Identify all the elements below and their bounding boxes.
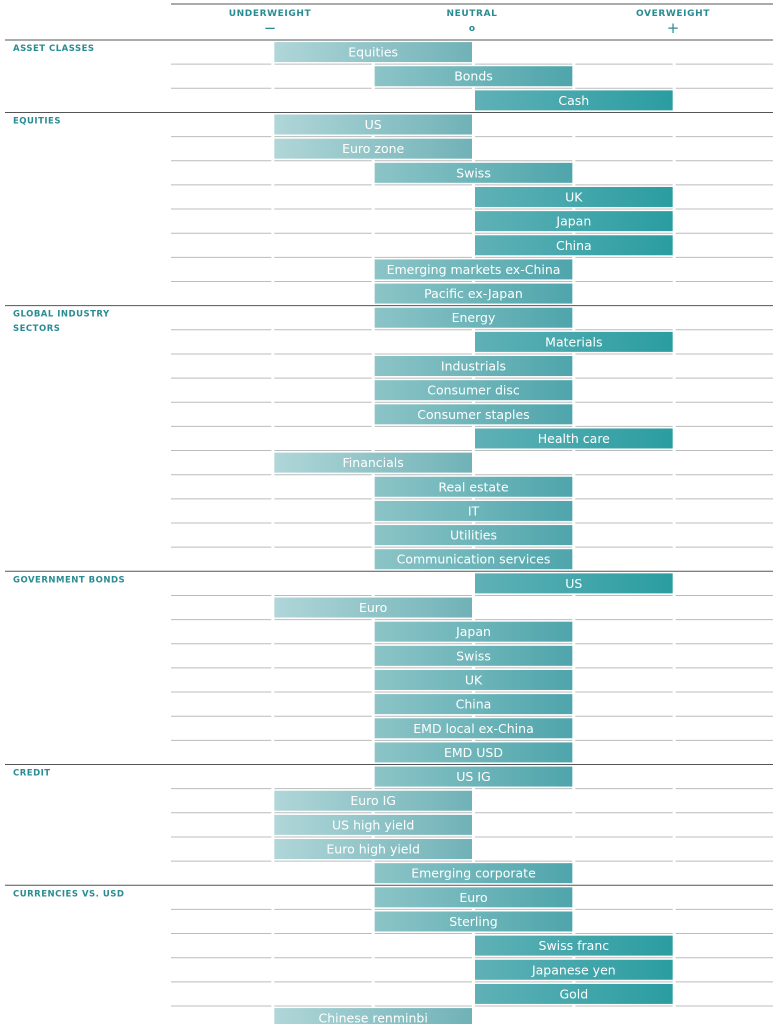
bar-label: EMD local ex-China [413,720,534,736]
section-title: GLOBAL INDUSTRY [13,309,110,320]
bar-label: Emerging markets ex-China [386,261,561,277]
section-title: ASSET CLASSES [13,44,95,54]
overweight-label: OVERWEIGHT [636,9,710,19]
bar-label: Euro high yield [326,841,420,857]
bars [274,42,672,1024]
bar-label: Euro [459,889,488,905]
bar-label: Cash [558,92,590,108]
underweight-label: UNDERWEIGHT [228,9,312,19]
plus-symbol: + [666,19,680,37]
bar-label: China [455,696,492,712]
section-title: GOVERNMENT BONDS [13,575,126,586]
bar-label: Euro IG [350,793,397,809]
bar-label: Pacific ex-Japan [424,286,523,302]
bar-label: EMD USD [444,744,503,760]
bar-label: Japan [456,624,491,640]
section-title: SECTORS [13,324,61,335]
bar-label: US high yield [332,817,415,833]
bar-label: Real estate [438,479,509,495]
bar-label: Equities [348,44,399,60]
bar-label: US [364,117,382,133]
bar-label: Gold [559,986,589,1002]
bar-label: Swiss franc [538,938,610,954]
bar-label: Energy [451,310,496,326]
bar-label: UK [565,189,583,205]
neutral-label: NEUTRAL [446,9,498,19]
bar-label: Communication services [396,551,551,567]
bar-label: Swiss [456,648,491,664]
bar-label: Chinese renminbi [318,1010,428,1024]
section-title: EQUITIES [13,116,61,127]
bar-label: IT [467,503,480,519]
bar-label: UK [464,672,483,688]
scale-header [229,9,710,37]
bar-label: Health care [537,430,610,446]
bar-label: Emerging corporate [411,865,536,881]
neutral-symbol: o [468,24,476,34]
bar-label: US IG [456,769,491,785]
section-titles [13,44,125,899]
bar-label: Bonds [454,68,493,84]
bar-label: Materials [545,334,603,350]
bar-label: US [565,575,583,591]
bar-label: Consumer disc [427,382,520,398]
bar-label: Industrials [440,358,507,374]
bar-label: Financials [342,455,404,471]
bar-label: Euro [358,600,388,616]
bar-label: China [555,237,592,253]
bar-label: Sterling [449,913,498,929]
bar-label: Japanese yen [531,962,616,978]
minus-symbol: − [263,19,277,37]
bar-label: Swiss [456,165,491,181]
section-title: CURRENCIES VS. USD [13,889,125,900]
bar-label: Consumer staples [417,406,530,422]
bar-label: Euro zone [342,141,405,157]
bar-label: Japan [556,213,592,229]
section-title: CREDIT [13,768,51,779]
bar-label: Utilities [449,527,498,543]
